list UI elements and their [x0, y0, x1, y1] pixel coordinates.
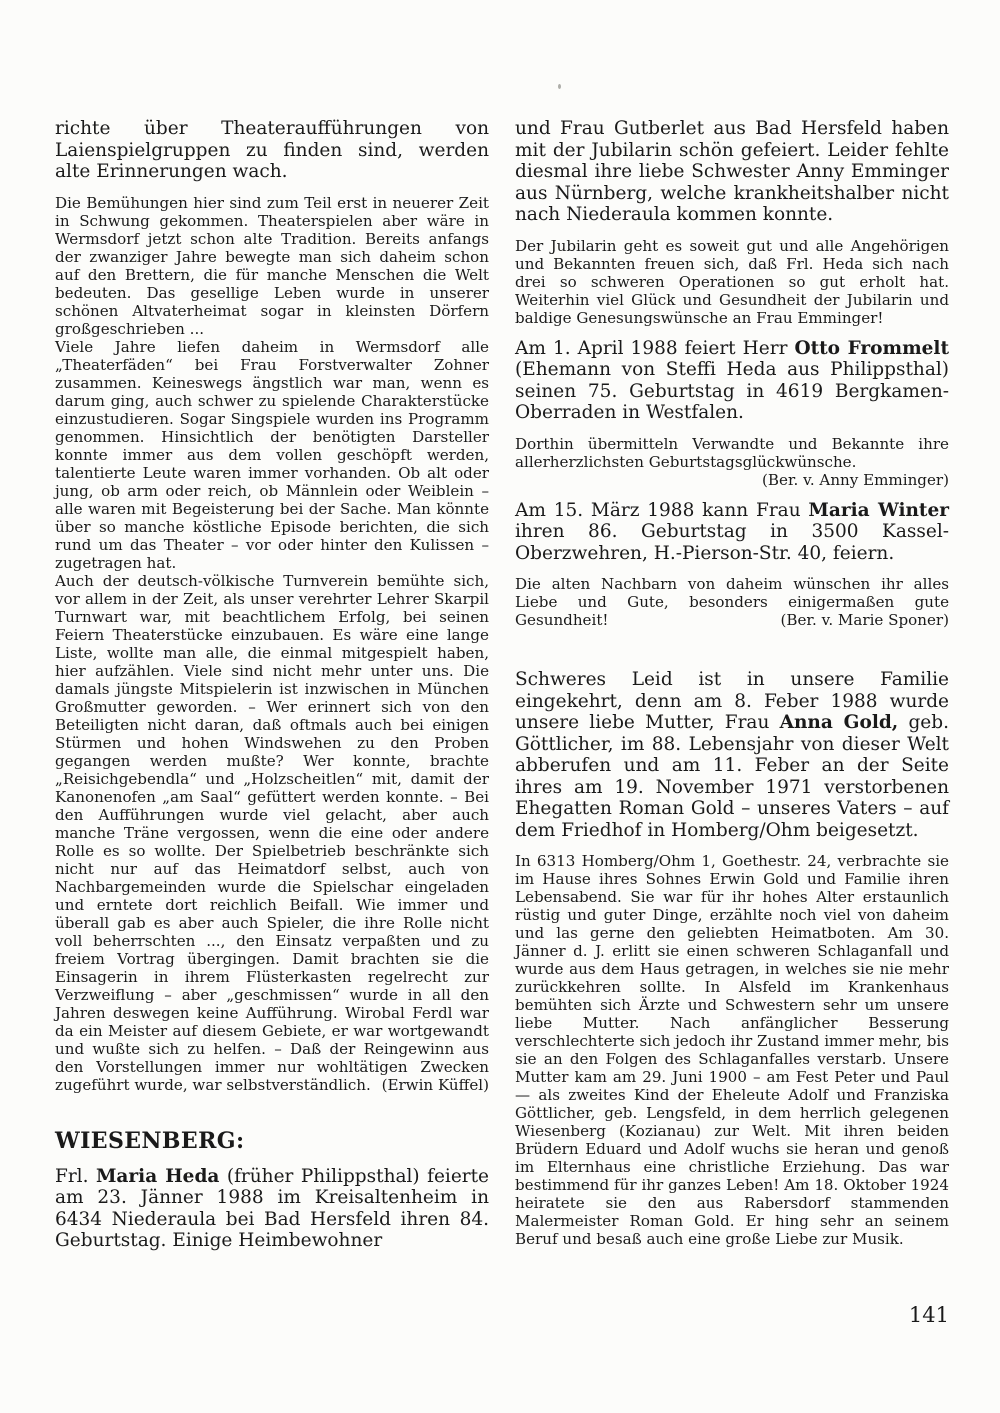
text-segment: ihren 86. Geburtstag in 3500 Kassel-Oberzwehren, H.-Pierson-Str. 40, feiern.	[515, 521, 949, 564]
paragraph	[515, 852, 949, 1248]
text-segment: Dorthin übermitteln Verwandte und Bekannte ihre allerherzlichsten Geburtstagsglückwünsche.	[515, 434, 949, 471]
paragraph	[515, 575, 949, 629]
paragraph	[55, 338, 489, 572]
text-segment: (Ehemann von Steffi Heda aus Philippsthal) seinen 75. Geburtstag in 4619 Bergkamen-Oberraden in Westfalen.	[515, 359, 949, 423]
text-segment: Die Bemühungen hier sind zum Teil erst in neuerer Zeit in Schwung gekommen. Theaterspielen aber wäre in Wermsdorf jetzt schon alte Tradition. Bereits anfangs der zwanziger Jahre bewegte man sich daheim schon auf den Brettern, die für manche Menschen die Welt bedeuten. Das gesellige Leben wurde in unserer schönen Altvaterheimat sogar in kleinsten Dörfern großgeschrieben ...	[55, 193, 489, 338]
person-name-bold: Maria Winter	[808, 499, 949, 521]
person-name-bold: Otto Frommelt	[794, 337, 950, 359]
text-segment: und Frau Gutberlet aus Bad Hersfeld haben mit der Jubilarin schön gefeiert. Leider fehlte diesmal ihre liebe Schwester Anny Emminger aus Nürnberg, welche krankheitshalber nicht nach Niederaula kommen konnte.	[515, 118, 949, 225]
person-name-bold: Maria Heda	[95, 1165, 220, 1187]
text-segment: Viele Jahre liefen daheim in Wermsdorf alle „Theaterfäden“ bei Frau Forstverwalter Zohner zusammen. Keineswegs ängstlich war man, wenn es darum ging, auch schwer zu spielende Charakterstücke einzustudieren. Sogar Singspiele wurden ins Programm genommen. Hinsichtlich der benötigten Darsteller konnte immer aus dem vollen geschöpft werden, talentierte Leute waren immer vorhanden. Ob alt oder jung, ob arm oder reich, ob Männlein oder Weiblein – alle waren mit Begeisterung bei der Sache. Man könnte über so manche köstliche Episode berichten, die sich rund um das Theater – vor oder hinter den Kulissen – zugetragen hat.	[55, 337, 489, 572]
person-name-bold: Anna Gold,	[779, 712, 899, 733]
text-segment: (früher Philippsthal) feierte am 23. Jänner 1988 im Kreisaltenheim in 6434 Niederaula bei Bad Hersfeld ihren 84. Geburtstag. Einige Heimbewohner	[55, 1165, 490, 1251]
text-segment: Am 15. März 1988 kann Frau	[515, 499, 809, 521]
text-segment: geb. Göttlicher, im 88. Lebensjahr von dieser Welt abberufen und am 11. Feber an der Seite ihres am 19. November 1971 verstorbenen Ehegatten Roman Gold – unseres Vaters – auf dem Friedhof in Homberg/Ohm beigesetzt.	[515, 712, 949, 841]
text-segment: In 6313 Homberg/Ohm 1, Goethestr. 24, verbrachte sie im Hause ihres Sohnes Erwin Gold und Familie ihren Lebensabend. Sie war für ihr hohes Alter erstaunlich rüstig und guter Dinge, erzählte noch viel von daheim und las gerne den geliebten Heimatboten. Am 30. Jänner d. J. erlitt sie einen schweren Schlaganfall und wurde aus dem Haus getragen, in welches sie nie mehr zurückkehren sollte. In Alsfeld im Krankenhaus bemühten sich Ärzte und Schwestern sehr um unsere liebe Mutter. Nach anfänglicher Besserung verschlechterte sich jedoch ihr Zustand immer mehr, bis sie an den Folgen des Schlaganfalles verstarb. Unsere Mutter kam am 29. Juni 1900 – am Fest Peter und Paul — als zweites Kind der Eheleute Adolf und Franziska Göttlicher, geb. Lengsfeld, in dem herrlich gelegenen Wiesenberg (Kozianau) zur Welt. Mit ihren beiden Brüdern Eduard und Adolf wuchs sie heran und genoß im Elternhaus eine christliche Erziehung. Das war bestimmend für ihr ganzes Leben! Am 18. Oktober 1924 heiratete sie den aus Rabersdorf stammenden Malermeister Roman Gold. Er hing sehr an seinem Beruf und besaß auch eine große Liebe zur Musik.	[515, 852, 949, 1248]
text-segment: Auch der deutsch-völkische Turnverein bemühte sich, vor allem in der Zeit, als unser verehrter Lehrer Skarpil Turnwart war, mit beachtlichem Erfolg, bei seinen Feiern Theaterstücke einzubauen. Es wäre eine lange Liste, wollte man alle, die einmal mitgespielt haben, hier aufzählen. Viele sind nicht mehr unter uns. Die damals jüngste Mitspielerin ist inzwischen in München Großmutter geworden. – Wer erinnert sich von den Beteiligten nicht daran, daß oftmals auch bei einigen Stürmen und hohen Windswehen zu den Proben gegangen werden mußte? Wer konnte, brachte „Reisichgebendla“ und „Holzscheitlen“ mit, damit der Kanonenofen „am Saal“ gefüttert werden konnte. – Bei den Aufführungen wurde viel gelacht, aber auch manche Träne vergossen, wenn die eine oder andere Rolle es so wollte. Der Spielbetrieb beschränkte sich nicht nur auf das Heimatdorf selbst, auch von Nachbargemeinden wurde die Spielschar eingeladen und erntete dort reichlich Beifall. Wie immer und überall gab es aber auch Spieler, die ihre Rolle nicht voll beherrschten ..., den Einsatz verpaßten und zu freiem Vortrag übergingen. Damit brachten sie die Einsagerin in ihrem Flüsterkasten regelrecht zur Verzweiflung – aber „geschmissen“ wurde in all den Jahren deswegen keine Aufführung. Wirobal Ferdl war da ein Meister auf diesem Gebiete, er war wortgewandt und wußte sich zu helfen. – Daß der Reingewinn aus den Vorstellungen immer nur wohltätigen Zwecken zugeführt wurde, war selbstverständlich.	[55, 571, 489, 1094]
text-segment: richte über Theateraufführungen von Laienspielgruppen zu finden sind, werden alte Erinnerungen wach.	[55, 118, 489, 182]
section-heading: WIESENBERG:	[55, 1127, 245, 1154]
attribution: (Ber. v. Anny Emminger)	[762, 470, 949, 489]
paragraph	[515, 435, 949, 489]
paragraph	[55, 118, 489, 183]
paragraph	[55, 194, 489, 338]
text-segment: Der Jubilarin geht es soweit gut und alle Angehörigen und Bekannten freuen sich, daß Frl. Heda sich nach drei so schweren Operationen so gut erholt hat. Weiterhin viel Glück und Gesundheit der Jubilarin und baldige Genesungswünsche an Frau Emminger!	[515, 236, 949, 327]
paragraph	[515, 500, 949, 565]
scan-speck-artifact	[558, 84, 561, 89]
paragraph	[515, 237, 949, 327]
text-segment: Schweres Leid ist in unsere Familie eingekehrt, denn am 8. Feber 1988 wurde unsere liebe Mutter, Frau	[515, 669, 949, 733]
text-segment: Frl.	[55, 1165, 96, 1187]
text-segment: Am 1. April 1988 feiert Herr	[515, 337, 795, 359]
page-number: 141	[908, 1303, 949, 1327]
paragraph	[55, 1166, 489, 1252]
text-segment: Die alten Nachbarn von daheim wünschen ihr alles Liebe und Gute, besonders einigermaßen gute Gesundheit!	[515, 575, 949, 629]
paragraph	[515, 338, 949, 424]
attribution: (Erwin Küffel)	[381, 1075, 489, 1094]
left-column	[55, 118, 489, 1252]
right-column	[515, 118, 949, 1248]
paragraph	[515, 669, 949, 841]
paragraph	[55, 572, 489, 1094]
attribution: (Ber. v. Marie Sponer)	[780, 611, 949, 629]
paragraph	[515, 118, 949, 226]
